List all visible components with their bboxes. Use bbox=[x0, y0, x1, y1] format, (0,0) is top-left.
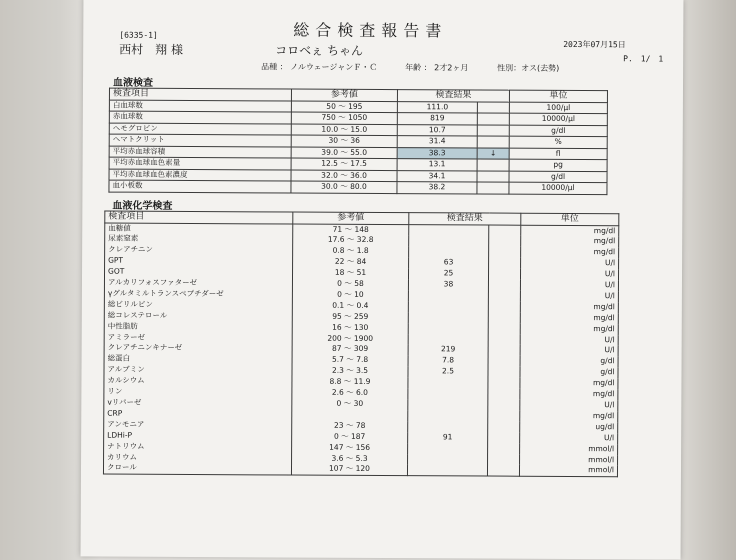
test-unit: g/dl bbox=[520, 367, 618, 378]
result-flag bbox=[488, 290, 520, 301]
reference-range: 39.0 ～ 55.0 bbox=[291, 147, 397, 159]
reference-range: 17.6 ～ 32.8 bbox=[293, 235, 409, 247]
reference-range: 147 ～ 156 bbox=[292, 442, 408, 454]
test-result: 91 bbox=[408, 432, 488, 443]
test-name: CRP bbox=[104, 408, 292, 420]
test-name: 赤血球数 bbox=[109, 111, 291, 123]
test-name: γグルタミルトランスペプチダーゼ bbox=[104, 288, 292, 300]
test-result: 7.8 bbox=[408, 356, 488, 367]
result-flag bbox=[477, 170, 509, 182]
test-result bbox=[408, 388, 488, 399]
header-unit: 単位 bbox=[521, 213, 619, 225]
test-unit: 100/μl bbox=[509, 102, 607, 114]
test-name: ヘモグロビン bbox=[109, 123, 291, 135]
test-result: 31.4 bbox=[397, 136, 477, 148]
test-name: 中性脂肪 bbox=[104, 321, 292, 333]
test-name: 血小板数 bbox=[109, 180, 291, 192]
test-name: vリパーゼ bbox=[104, 398, 292, 410]
result-flag bbox=[488, 356, 520, 367]
test-result bbox=[408, 421, 488, 432]
test-unit: pg bbox=[509, 159, 607, 171]
result-flag bbox=[488, 389, 520, 400]
test-unit: U/l bbox=[520, 400, 618, 411]
test-result: 10.7 bbox=[397, 124, 477, 136]
reference-range: 0 ～ 30 bbox=[292, 399, 408, 411]
chemistry-section-title: 血液化学検査 bbox=[112, 200, 173, 212]
report-date: 2023年07月15日 bbox=[563, 39, 626, 50]
test-unit: mg/dl bbox=[520, 323, 618, 334]
test-name: アンモニア bbox=[104, 419, 292, 431]
sex-label: 性別：オス(去勢) bbox=[497, 63, 560, 73]
test-unit: U/l bbox=[520, 334, 618, 345]
test-unit: g/dl bbox=[509, 125, 607, 137]
test-unit: mmol/l bbox=[519, 465, 617, 477]
test-unit: U/l bbox=[521, 258, 619, 269]
test-name: 尿素窒素 bbox=[105, 234, 293, 246]
result-flag bbox=[489, 236, 521, 247]
blood-test-table bbox=[108, 88, 608, 195]
test-result bbox=[408, 290, 488, 301]
reference-range: 10.0 ～ 15.0 bbox=[291, 124, 397, 136]
test-result bbox=[408, 377, 488, 388]
test-unit: U/l bbox=[520, 269, 618, 280]
test-result bbox=[408, 399, 488, 410]
result-flag bbox=[477, 182, 509, 194]
test-name: 平均赤血球血色素濃度 bbox=[109, 169, 291, 181]
result-flag bbox=[488, 345, 520, 356]
result-flag bbox=[488, 323, 520, 334]
reference-range: 16 ～ 130 bbox=[292, 322, 408, 334]
test-result: 2.5 bbox=[408, 366, 488, 377]
result-flag bbox=[488, 410, 520, 421]
test-name: リン bbox=[104, 387, 292, 399]
reference-range: 200 ～ 1900 bbox=[292, 333, 408, 345]
test-name: LDHi-P bbox=[104, 430, 292, 442]
report-paper bbox=[81, 0, 684, 560]
report-title: 総合検査報告書 bbox=[293, 20, 448, 41]
test-name: 平均赤血球血色素量 bbox=[109, 157, 291, 169]
result-flag bbox=[488, 432, 520, 443]
reference-range: 30.0 ～ 80.0 bbox=[291, 181, 397, 193]
test-name: アルブミン bbox=[104, 365, 292, 377]
test-unit: 10000/μl bbox=[509, 182, 607, 194]
result-flag bbox=[488, 378, 520, 389]
result-flag bbox=[477, 124, 509, 136]
test-result bbox=[408, 454, 488, 465]
test-result: 25 bbox=[408, 268, 488, 279]
reference-range: 107 ～ 120 bbox=[291, 464, 407, 476]
page-number: P. 1/ 1 bbox=[623, 54, 664, 64]
test-unit: 10000/μl bbox=[509, 113, 607, 125]
test-name: アルカリフォスファターゼ bbox=[104, 278, 292, 290]
test-name: 血糖値 bbox=[105, 223, 293, 235]
test-unit: mg/dl bbox=[521, 236, 619, 247]
test-result bbox=[409, 224, 489, 236]
test-unit: ug/dl bbox=[520, 422, 618, 433]
test-result bbox=[408, 301, 488, 312]
test-unit: mg/dl bbox=[520, 411, 618, 422]
result-flag bbox=[487, 465, 519, 477]
reference-range: 71 ～ 148 bbox=[293, 224, 409, 236]
test-name: 総ビリルビン bbox=[104, 299, 292, 311]
test-result: 38.2 bbox=[397, 182, 477, 194]
reference-range: 87 ～ 309 bbox=[292, 344, 408, 356]
reference-range: 750 ～ 1050 bbox=[291, 112, 397, 124]
reference-range: 2.6 ～ 6.0 bbox=[292, 388, 408, 400]
test-unit: mg/dl bbox=[520, 389, 618, 400]
chemistry-table bbox=[103, 211, 619, 478]
test-result: 38.3 bbox=[397, 147, 477, 159]
result-flag bbox=[488, 269, 520, 280]
test-result bbox=[408, 410, 488, 421]
record-id: [6335-1] bbox=[119, 30, 158, 40]
test-result: 219 bbox=[408, 345, 488, 356]
reference-range: 18 ～ 51 bbox=[292, 268, 408, 280]
reference-range: 95 ～ 259 bbox=[292, 311, 408, 323]
result-flag bbox=[488, 400, 520, 411]
reference-range: 0 ～ 10 bbox=[292, 289, 408, 301]
result-flag bbox=[488, 334, 520, 345]
reference-range: 2.3 ～ 3.5 bbox=[292, 366, 408, 378]
test-name: GOT bbox=[104, 267, 292, 279]
test-result bbox=[409, 236, 489, 247]
reference-range: 0.1 ～ 0.4 bbox=[292, 300, 408, 312]
test-result bbox=[409, 246, 489, 257]
result-flag bbox=[488, 454, 520, 465]
result-flag bbox=[488, 421, 520, 432]
test-result: 34.1 bbox=[397, 170, 477, 182]
result-flag bbox=[477, 159, 509, 171]
test-name: カリウム bbox=[104, 452, 292, 464]
reference-range: 0.8 ～ 1.8 bbox=[293, 246, 409, 258]
reference-range: 3.6 ～ 5.3 bbox=[292, 453, 408, 465]
test-unit: g/dl bbox=[509, 171, 607, 183]
age-label: 年齢 ： 2才2ヶ月 bbox=[405, 63, 469, 73]
pet-name: コロベぇ ちゃん bbox=[275, 43, 364, 58]
test-unit: mg/dl bbox=[520, 302, 618, 313]
test-name: 平均赤血球容積 bbox=[109, 146, 291, 158]
header-reference: 参考値 bbox=[293, 212, 409, 224]
test-unit: U/l bbox=[520, 291, 618, 302]
test-name: 総蛋白 bbox=[104, 354, 292, 366]
test-name: ナトリウム bbox=[104, 441, 292, 453]
test-result bbox=[408, 443, 488, 454]
test-name: クレアチニン bbox=[105, 245, 293, 257]
test-result: 819 bbox=[397, 113, 477, 125]
test-unit: % bbox=[509, 136, 607, 148]
reference-range: 50 ～ 195 bbox=[291, 101, 397, 113]
reference-range: 32.0 ～ 36.0 bbox=[291, 170, 397, 182]
test-unit: mg/dl bbox=[521, 247, 619, 258]
test-result: 63 bbox=[409, 257, 489, 268]
test-name: GPT bbox=[105, 256, 293, 268]
test-unit: U/l bbox=[520, 345, 618, 356]
header-unit: 単位 bbox=[509, 90, 607, 102]
test-result: 13.1 bbox=[397, 159, 477, 171]
result-flag bbox=[477, 136, 509, 148]
test-unit: fl bbox=[509, 148, 607, 160]
result-flag bbox=[488, 443, 520, 454]
result-flag bbox=[489, 225, 521, 237]
header-reference: 参考値 bbox=[291, 89, 397, 101]
result-flag bbox=[488, 367, 520, 378]
reference-range: 30 ～ 36 bbox=[291, 135, 397, 147]
header-result: 検査結果 bbox=[397, 90, 509, 102]
result-flag bbox=[489, 258, 521, 269]
test-name: クロール bbox=[103, 463, 291, 475]
result-flag bbox=[488, 312, 520, 323]
test-unit: U/l bbox=[520, 432, 618, 443]
blood-test-section-title: 血液検査 bbox=[112, 77, 154, 89]
header-result: 検査結果 bbox=[409, 213, 521, 225]
test-unit: mg/dl bbox=[521, 225, 619, 237]
test-unit: mg/dl bbox=[520, 312, 618, 323]
reference-range: 8.8 ～ 11.9 bbox=[292, 377, 408, 389]
result-flag bbox=[489, 247, 521, 258]
test-name: ヘマトクリット bbox=[109, 134, 291, 146]
reference-range: 23 ～ 78 bbox=[292, 420, 408, 432]
reference-range: 5.7 ～ 7.8 bbox=[292, 355, 408, 367]
reference-range bbox=[292, 409, 408, 421]
reference-range: 12.5 ～ 17.5 bbox=[291, 158, 397, 170]
test-unit: mmol/l bbox=[520, 454, 618, 465]
test-name: クレアチニンキナーゼ bbox=[104, 343, 292, 355]
owner-name: 西村 翔 様 bbox=[119, 42, 184, 57]
test-result bbox=[408, 312, 488, 323]
test-unit: mmol/l bbox=[520, 443, 618, 454]
result-flag bbox=[477, 113, 509, 125]
reference-range: 0 ～ 187 bbox=[292, 431, 408, 443]
test-unit: U/l bbox=[520, 280, 618, 291]
test-name: 総コレステロール bbox=[104, 310, 292, 322]
result-flag bbox=[488, 280, 520, 291]
test-result: 38 bbox=[408, 279, 488, 290]
test-name: 白血球数 bbox=[109, 100, 291, 112]
header-item: 検査項目 bbox=[105, 211, 293, 223]
result-flag bbox=[477, 101, 509, 113]
header-item: 検査項目 bbox=[109, 88, 291, 100]
test-unit: mg/dl bbox=[520, 378, 618, 389]
test-name: アミラーゼ bbox=[104, 332, 292, 344]
reference-range: 22 ～ 84 bbox=[293, 257, 409, 269]
result-flag: ↓ bbox=[477, 147, 509, 159]
test-result bbox=[408, 334, 488, 345]
breed-label: 品種 ： ノルウェージャンＦ・Ｃ bbox=[261, 62, 378, 72]
test-result: 111.0 bbox=[397, 101, 477, 113]
reference-range: 0 ～ 58 bbox=[292, 279, 408, 291]
test-result bbox=[408, 323, 488, 334]
test-unit: g/dl bbox=[520, 356, 618, 367]
result-flag bbox=[488, 301, 520, 312]
table-row bbox=[103, 463, 617, 477]
table-row bbox=[109, 180, 607, 194]
test-result bbox=[407, 465, 487, 477]
test-name: カルシウム bbox=[104, 376, 292, 388]
